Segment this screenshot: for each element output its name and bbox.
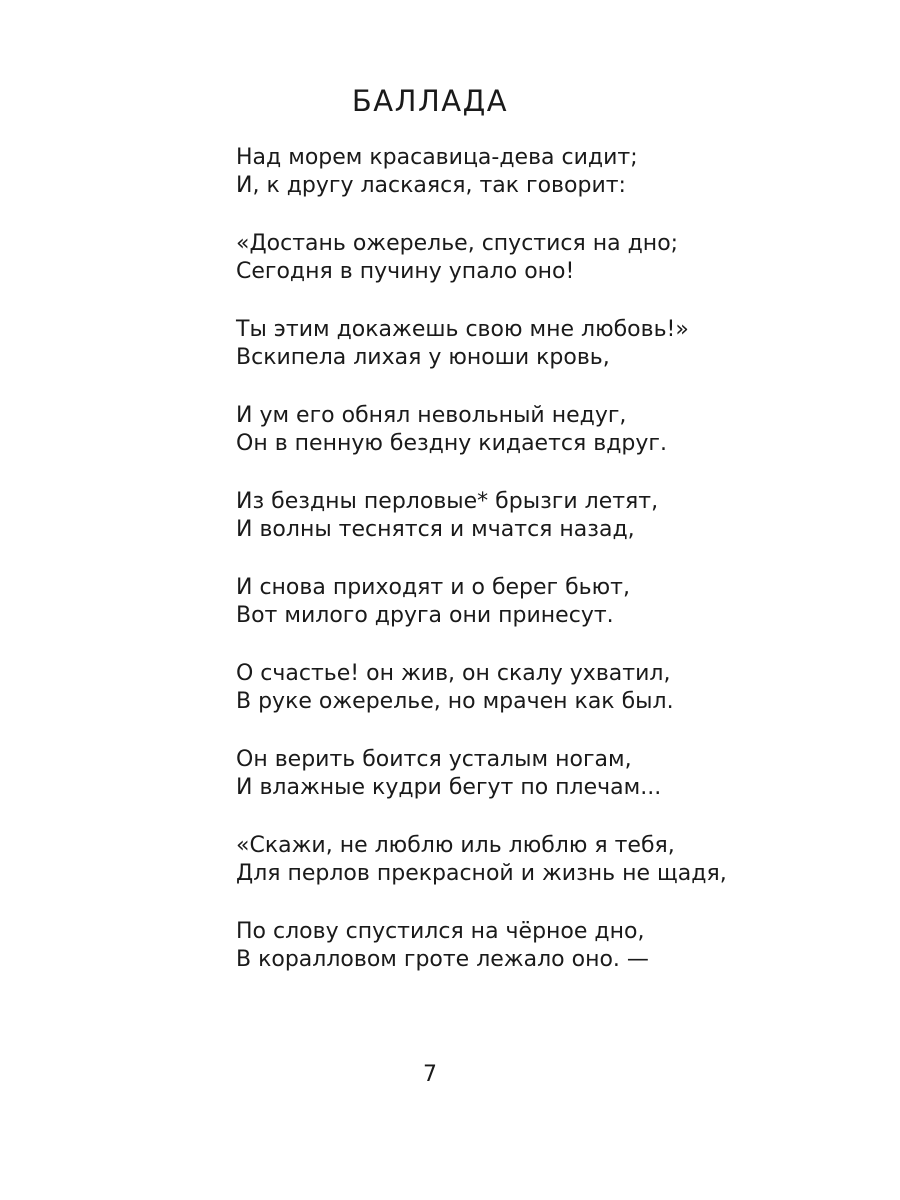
poem-line: И волны теснятся и мчатся назад,: [236, 517, 635, 542]
poem-line: Над морем красавица-дева сидит;: [236, 145, 638, 170]
poem-line: «Скажи, не люблю иль люблю я тебя,: [236, 833, 675, 858]
poem-line: И влажные кудри бегут по плечам...: [236, 775, 662, 800]
poem-line: И снова приходят и о берег бьют,: [236, 575, 630, 600]
poem-line: О счастье! он жив, он скалу ухватил,: [236, 661, 671, 686]
stanza-5: [236, 488, 856, 544]
poem-line: Из бездны перловые* брызги летят,: [236, 489, 659, 514]
stanza-8: [236, 746, 856, 802]
poem-line: По слову спустился на чёрное дно,: [236, 919, 645, 944]
stanza-3: [236, 316, 856, 372]
poem-title: БАЛЛАДА: [351, 84, 509, 118]
poem-line: «Достань ожерелье, спустися на дно;: [236, 231, 679, 256]
stanza-10: [236, 918, 856, 974]
poem-line: В руке ожерелье, но мрачен как был.: [236, 689, 674, 714]
stanza-4: [236, 402, 856, 458]
poem-line: Он верить боится усталым ногам,: [236, 747, 632, 772]
stanza-9: [236, 832, 856, 888]
stanza-6: [236, 574, 856, 630]
poem-line: И, к другу ласкаяся, так говорит:: [236, 173, 626, 198]
poem-line: Ты этим докажешь свою мне любовь!»: [236, 317, 689, 342]
stanza-7: [236, 660, 856, 716]
poem-line: Вот милого друга они принесут.: [236, 603, 614, 628]
poem-line: Для перлов прекрасной и жизнь не щадя,: [236, 861, 727, 886]
poem-line: И ум его обнял невольный недуг,: [236, 403, 627, 428]
poem-line: В коралловом гроте лежало оно. —: [236, 947, 649, 972]
stanza-2: [236, 230, 856, 286]
poem-line: Сегодня в пучину упало оно!: [236, 259, 575, 284]
stanza-1: [236, 144, 856, 200]
poem-line: Вскипела лихая у юноши кровь,: [236, 345, 610, 370]
poem-line: Он в пенную бездну кидается вдруг.: [236, 431, 667, 456]
page-number: 7: [423, 1062, 437, 1087]
poem-body: [236, 144, 856, 1004]
